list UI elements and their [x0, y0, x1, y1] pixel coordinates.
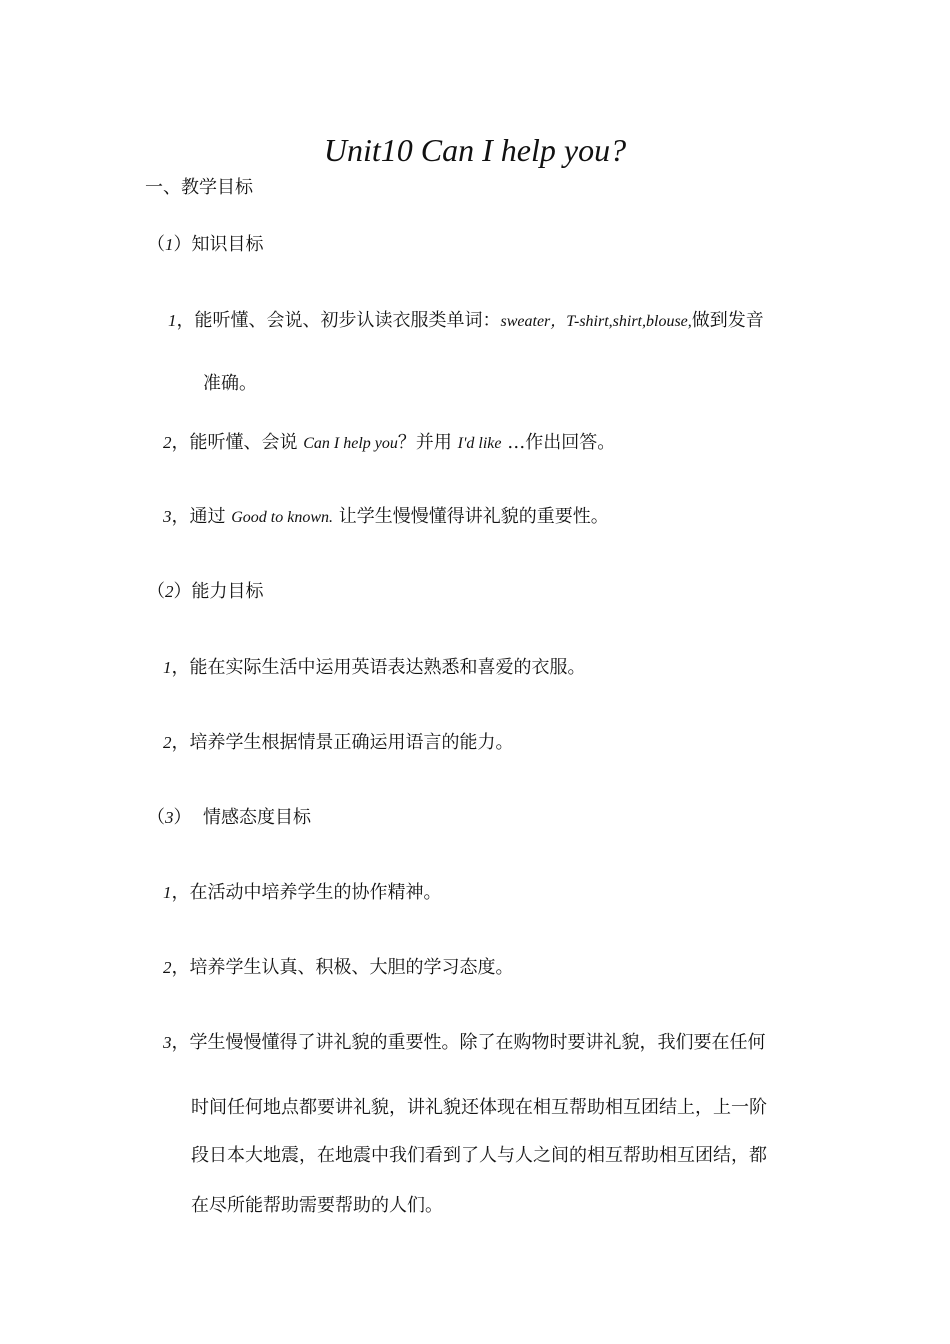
emotion-item-2: 2，培养学生认真、积极、大胆的学习态度。 [163, 957, 514, 978]
emotion-item-3-line-2: 时间任何地点都要讲礼貌，讲礼貌还体现在相互帮助相互团结上，上一阶 [191, 1097, 767, 1118]
ability-heading: （2）能力目标 [147, 581, 264, 602]
knowledge-item-2: 2，能听懂、会说 Can I help you？并用 I'd like …作出回答。 [163, 432, 616, 453]
ability-item-1: 1，能在实际生活中运用英语表达熟悉和喜爱的衣服。 [163, 657, 586, 678]
emotion-item-1: 1，在活动中培养学生的协作精神。 [163, 882, 442, 903]
emotion-item-3-line-4: 在尽所能帮助需要帮助的人们。 [191, 1195, 443, 1216]
ability-item-2: 2，培养学生根据情景正确运用语言的能力。 [163, 732, 514, 753]
emotion-item-3: 3，学生慢慢懂得了讲礼貌的重要性。除了在购物时要讲礼貌，我们要在任何 [163, 1032, 766, 1053]
knowledge-item-1-continuation: 准确。 [203, 373, 257, 394]
knowledge-heading: （1）知识目标 [147, 234, 264, 255]
page-title: Unit10 Can I help you? [323, 132, 627, 168]
knowledge-item-3: 3，通过 Good to known. 让学生慢慢懂得讲礼貌的重要性。 [163, 506, 609, 527]
section-heading: 一、教学目标 [145, 177, 253, 198]
knowledge-item-1: 1，能听懂、会说、初步认读衣服类单词：sweater，T-shirt,shirt,blouse,做到发音 [168, 310, 764, 331]
emotion-item-3-line-3: 段日本大地震，在地震中我们看到了人与人之间的相互帮助相互团结，都 [191, 1145, 767, 1166]
emotion-heading: （3） 情感态度目标 [147, 807, 311, 828]
